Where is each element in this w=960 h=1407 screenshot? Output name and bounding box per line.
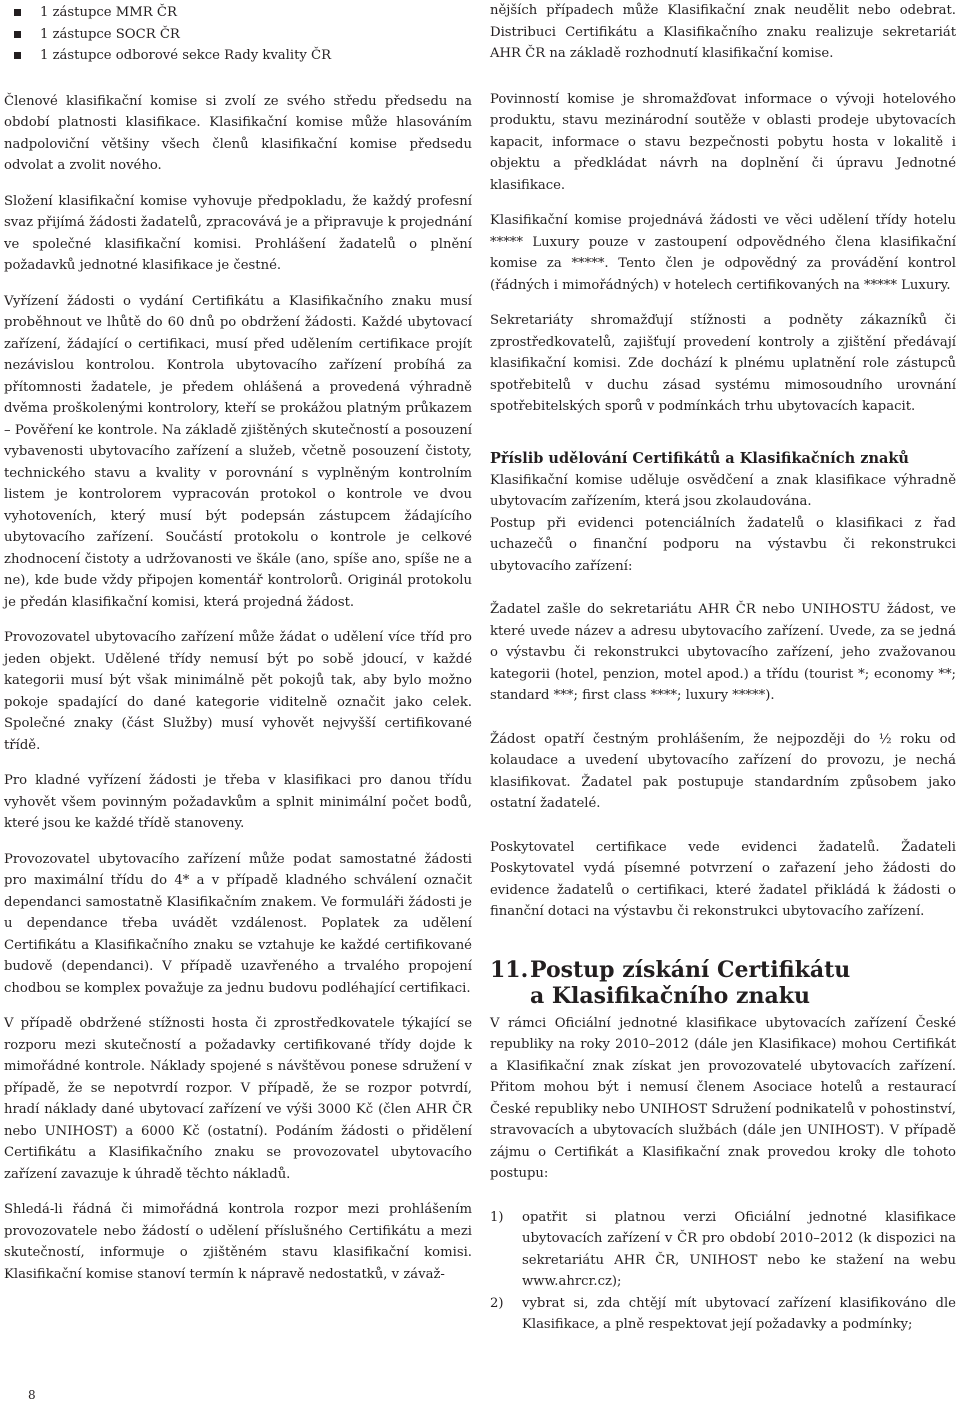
- step-number: 2): [490, 1295, 504, 1311]
- paragraph: Sekretariáty shromažďují stížnosti a podněty zákazníků či zprostředkovatelů, zajišťují provedení kontroly a zjištění předávají klasifikační komisi. Zde dochází k plnému uplatnění role zástupců spotřebitelů v duchu zásad systému mimosoudního urovnání spotřebitelských sporů v podmínkách trhu ubytovacích kapacit.: [490, 313, 956, 414]
- paragraph: Žadatel zašle do sekretariátu AHR ČR nebo UNIHOSTU žádost, ve které uvede název a adresu ubytovacího zařízení. Uvede, za se jedná o výstavbu či rekonstrukci ubytovacího zařízení, jeho zvažovanou kategorii (hotel, penzion, motel apod.) a třídu (tourist *; economy **; standard ***; first class ****; luxury *****).: [490, 602, 956, 703]
- left-column: [4, 0, 472, 1285]
- steps-list: [490, 1207, 956, 1336]
- commission-members-list: [4, 2, 472, 67]
- list-item: [490, 1207, 956, 1293]
- list-item: 1 zástupce MMR ČR: [14, 2, 472, 24]
- step-number: 1): [490, 1209, 504, 1225]
- paragraph: V případě obdržené stížnosti hosta či zprostředkovatele týkající se rozporu mezi skutečností a požadavky certifikované třídy dojde k mimořádné kontrole. Náklady spojené s návštěvou ponese sdružení v případě, že se nepotvrdí rozpor. V případě, že se rozpor potvrdí, hradí náklady dané ubytovací zařízení ve výši 3000 Kč (člen AHR ČR nebo UNIHOST) a 6000 Kč (ostatní). Podáním žádosti o přidělení Certifikátu a Klasifikačního znaku se provozovatel ubytovacího zařízení zavazuje k úhradě těchto nákladů.: [4, 1016, 472, 1182]
- section-number: 11.: [490, 956, 529, 983]
- paragraph: Povinností komise je shromažďovat informace o vývoji hotelového produktu, stavu mezinárodní soutěže v oblasti prodeje ubytovacích kapacit, informace o stavu bezpečnosti pobytu hosta v lokalitě i objektu a předkládat návrh na doplnění či úpravu Jednotné klasifikace.: [490, 91, 956, 193]
- section-title-line: Postup získání Certifikátu: [530, 956, 851, 983]
- paragraph: Členové klasifikační komise si zvolí ze svého středu předsedu na období platnosti klasifikace. Klasifikační komise může hlasováním nadpoloviční většiny všech členů klasifikační komise předsedu odvolat a zvolit nového.: [4, 93, 472, 173]
- paragraph: Provozovatel ubytovacího zařízení může podat samostatné žádosti pro maximální třídu do 4* a v případě kladného schválení označit dependanci samostatně Klasifikačním znakem. Ve formuláři žádosti je u dependance třeba uvádět vzdálenost. Poplatek za udělení Certifikátu a Klasifikačního znaku se vztahuje ke každé certifikované budově (dependanci). V případě uzavřeného a trvalého propojení chodbou se komplex považuje za jednu budovu podléhající certifikaci.: [4, 851, 472, 996]
- paragraph: Shledá-li řádná či mimořádná kontrola rozpor mezi prohlášením provozovatele nebo žádostí o udělení příslušného Certifikátu a mezi skutečností, informuje o zjištěném stavu klasifikační komisi. Klasifikační komise stanoví termín k nápravě nedostatků, v závaž-: [4, 1202, 472, 1282]
- step-text: vybrat si, zda chtějí mít ubytovací zařízení klasifikováno dle Klasifikace, a plně respektovat její požadavky a podmínky;: [522, 1295, 956, 1332]
- paragraph: Klasifikační komise projednává žádosti ve věci udělení třídy hotelu ***** Luxury pouze v zastoupení odpovědného člena klasifikační komise za *****. Tento člen je odpovědný za provádění kontrol (řádných i mimořádných) v hotelech certifikovaných na ***** Luxury.: [490, 213, 956, 293]
- subheading: Příslib udělování Certifikátů a Klasifikačních znaků: [490, 449, 909, 467]
- paragraph: Poskytovatel certifikace vede evidenci žadatelů. Žadateli Poskytovatel vydá písemné potvrzení o zařazení jeho žádosti do evidence žadatelů o certifikaci, které žadatel přikládá k žádosti o finanční dotaci na výstavbu či rekonstrukci ubytovacího zařízení.: [490, 839, 956, 919]
- list-item: 1 zástupce odborové sekce Rady kvality ČR: [14, 45, 472, 67]
- paragraph: Provozovatel ubytovacího zařízení může žádat o udělení více tříd pro jeden objekt. Udělené třídy nemusí být po sobě jdoucí, v každé kategorii musí být však minimálně pět pokojů tak, aby bylo možno pokoje spadající do dané kategorie viditelně označit jako celek. Společné znaky (část Služby) musí vyhovět nejvyšší certifikované třídě.: [4, 630, 472, 753]
- paragraph: V rámci Oficiální jednotné klasifikace ubytovacích zařízení České republiky na roky 2010–2012 (dále jen Klasifikace) mohou Certifikát a Klasifikační znak získat jen provozovatelé ubytovacích zařízení. Přitom mohou být i nemusí členem Asociace hotelů a restaurací České republiky nebo UNIHOST Sdružení podnikatelů v pohostinství, stravovacích a ubytovacích službách (dále jen UNIHOST). V případě zájmu o Certifikát a Klasifikační znak provedou kroky dle tohoto postupu:: [490, 1015, 956, 1181]
- step-text: opatřit si platnou verzi Oficiální jednotné klasifikace ubytovacích zařízení v ČR pro období 2010–2012 (k dispozici na sekretariátu AHR ČR, UNIHOST nebo ke stažení na webu www.ahrcr.cz);: [522, 1209, 956, 1289]
- paragraph: nějších případech může Klasifikační znak neudělit nebo odebrat. Distribuci Certifikátu a Klasifikačního znaku realizuje sekretariát AHR ČR na základě rozhodnutí klasifikační komise.: [490, 3, 956, 61]
- paragraph: Klasifikační komise uděluje osvědčení a znak klasifikace výhradně ubytovacím zařízením, která jsou zkolaudována.: [490, 472, 956, 509]
- paragraph: Složení klasifikační komise vyhovuje předpokladu, že každý profesní svaz přijímá žádosti žadatelů, zpracovává je a připravuje k projednání ve společné klasifikační komisi. Prohlášení žadatelů o plnění požadavků jednotné klasifikace je čestné.: [4, 193, 472, 273]
- list-item: [490, 1293, 956, 1336]
- section-heading: [490, 957, 956, 1009]
- paragraph: Pro kladné vyřízení žádosti je třeba v klasifikaci pro danou třídu vyhovět všem povinným požadavkům a splnit minimální počet bodů, které jsou ke každé třídě stanoveny.: [4, 773, 472, 831]
- section-title-line: a Klasifikačního znaku: [530, 982, 810, 1009]
- paragraph: Vyřízení žádosti o vydání Certifikátu a Klasifikačního znaku musí proběhnout ve lhůtě do 60 dnů po obdržení žádosti. Každé ubytovací zařízení, žádající o certifikaci, musí před udělením certifikace projít nezávislou kontrolou. Kontrola ubytovacího zařízení probíhá za přítomnosti žadatele, je předem ohlášená a provedená výhradně dvěma proškolenými kontrolory, kteří se prokážou platným průkazem – Pověření ke kontrole. Na základě zjištěných skutečností a posouzení vybavenosti ubytovacího zařízení a služeb, včetně posouzení čistoty, technického stavu a kvality v porovnání s vyplněným kontrolním listem je kontrolorem vypracován protokol o kontrole ve dvou vyhotoveních, který musí být podepsán zástupcem žádajícího ubytovacího zařízení. Součástí protokolu o kontrole je celkové zhodnocení čistoty a udržovanosti ve škále (ano, spíše ano, spíše ne a ne), kde bude vždy připojen komentář kontrolorů. Originál protokolu je předán klasifikační komisi, která projedná žádost.: [4, 293, 472, 610]
- page-number: 8: [28, 1388, 36, 1402]
- paragraph: Žádost opatří čestným prohlášením, že nejpozději do ½ roku od kolaudace a uvedení ubytovacího zařízení do provozu, je nechá klasifikovat. Žadatel pak postupuje standardním způsobem jako ostatní žadatelé.: [490, 731, 956, 811]
- list-item: 1 zástupce SOCR ČR: [14, 24, 472, 46]
- right-column: [490, 0, 956, 1336]
- paragraph: Postup při evidenci potenciálních žadatelů o klasifikaci z řad uchazečů o finanční podporu na výstavbu či rekonstrukci ubytovacího zařízení:: [490, 515, 956, 574]
